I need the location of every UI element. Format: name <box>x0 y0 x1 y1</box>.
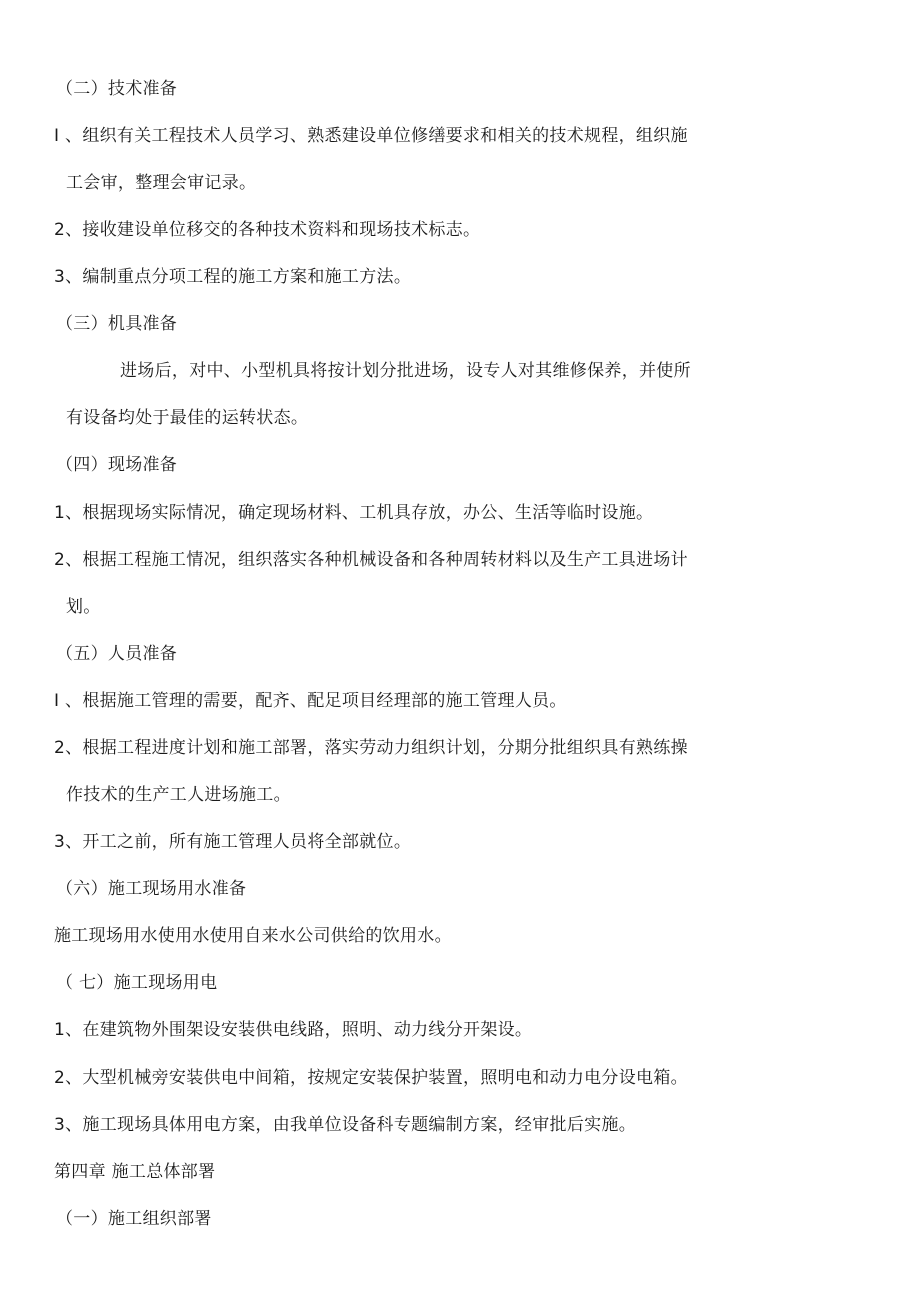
paragraph-line: 2、根据工程进度计划和施工部署，落实劳动力组织计划，分期分批组织具有熟练操 <box>54 738 688 758</box>
paragraph-line: 有设备均处于最佳的运转状态。 <box>66 408 309 428</box>
heading-water-preparation: （六）施工现场用水准备 <box>56 879 247 899</box>
paragraph-line: 3、编制重点分项工程的施工方案和施工方法。 <box>54 267 412 287</box>
heading-machinery-preparation: （三）机具准备 <box>56 314 178 334</box>
paragraph-line: 3、施工现场具体用电方案，由我单位设备科专题编制方案，经审批后实施。 <box>54 1115 637 1135</box>
paragraph-line: 作技术的生产工人进场施工。 <box>66 785 291 805</box>
paragraph-line: 1、在建筑物外围架设安装供电线路，照明、动力线分开架设。 <box>54 1020 533 1040</box>
heading-electricity: （ 七）施工现场用电 <box>56 973 218 993</box>
paragraph-line: 2、大型机械旁安装供电中间箱，按规定安装保护装置，照明电和动力电分设电箱。 <box>54 1068 688 1088</box>
paragraph-line: 1、根据现场实际情况，确定现场材料、工机具存放，办公、生活等临时设施。 <box>54 503 654 523</box>
heading-construction-organization: （一）施工组织部署 <box>56 1209 212 1229</box>
paragraph-line: 2、根据工程施工情况，组织落实各种机械设备和各种周转材料以及生产工具进场计 <box>54 550 688 570</box>
paragraph-line: 2、接收建设单位移交的各种技术资料和现场技术标志。 <box>54 220 481 240</box>
heading-personnel-preparation: （五）人员准备 <box>56 644 178 664</box>
heading-site-preparation: （四）现场准备 <box>56 455 178 475</box>
paragraph-line: 工会审，整理会审记录。 <box>66 173 257 193</box>
paragraph-line: 3、开工之前，所有施工管理人员将全部就位。 <box>54 832 412 852</box>
paragraph-line: 进场后，对中、小型机具将按计划分批进场，设专人对其维修保养，并使所 <box>120 361 691 381</box>
paragraph-line: 施工现场用水使用水使用自来水公司供给的饮用水。 <box>54 926 452 946</box>
paragraph-line: 划。 <box>66 597 101 617</box>
paragraph-line: I 、组织有关工程技术人员学习、熟悉建设单位修缮要求和相关的技术规程，组织施 <box>54 126 688 146</box>
heading-technical-preparation: （二）技术准备 <box>56 79 178 99</box>
chapter-heading: 第四章 施工总体部署 <box>54 1162 216 1182</box>
paragraph-line: I 、根据施工管理的需要，配齐、配足项目经理部的施工管理人员。 <box>54 691 567 711</box>
